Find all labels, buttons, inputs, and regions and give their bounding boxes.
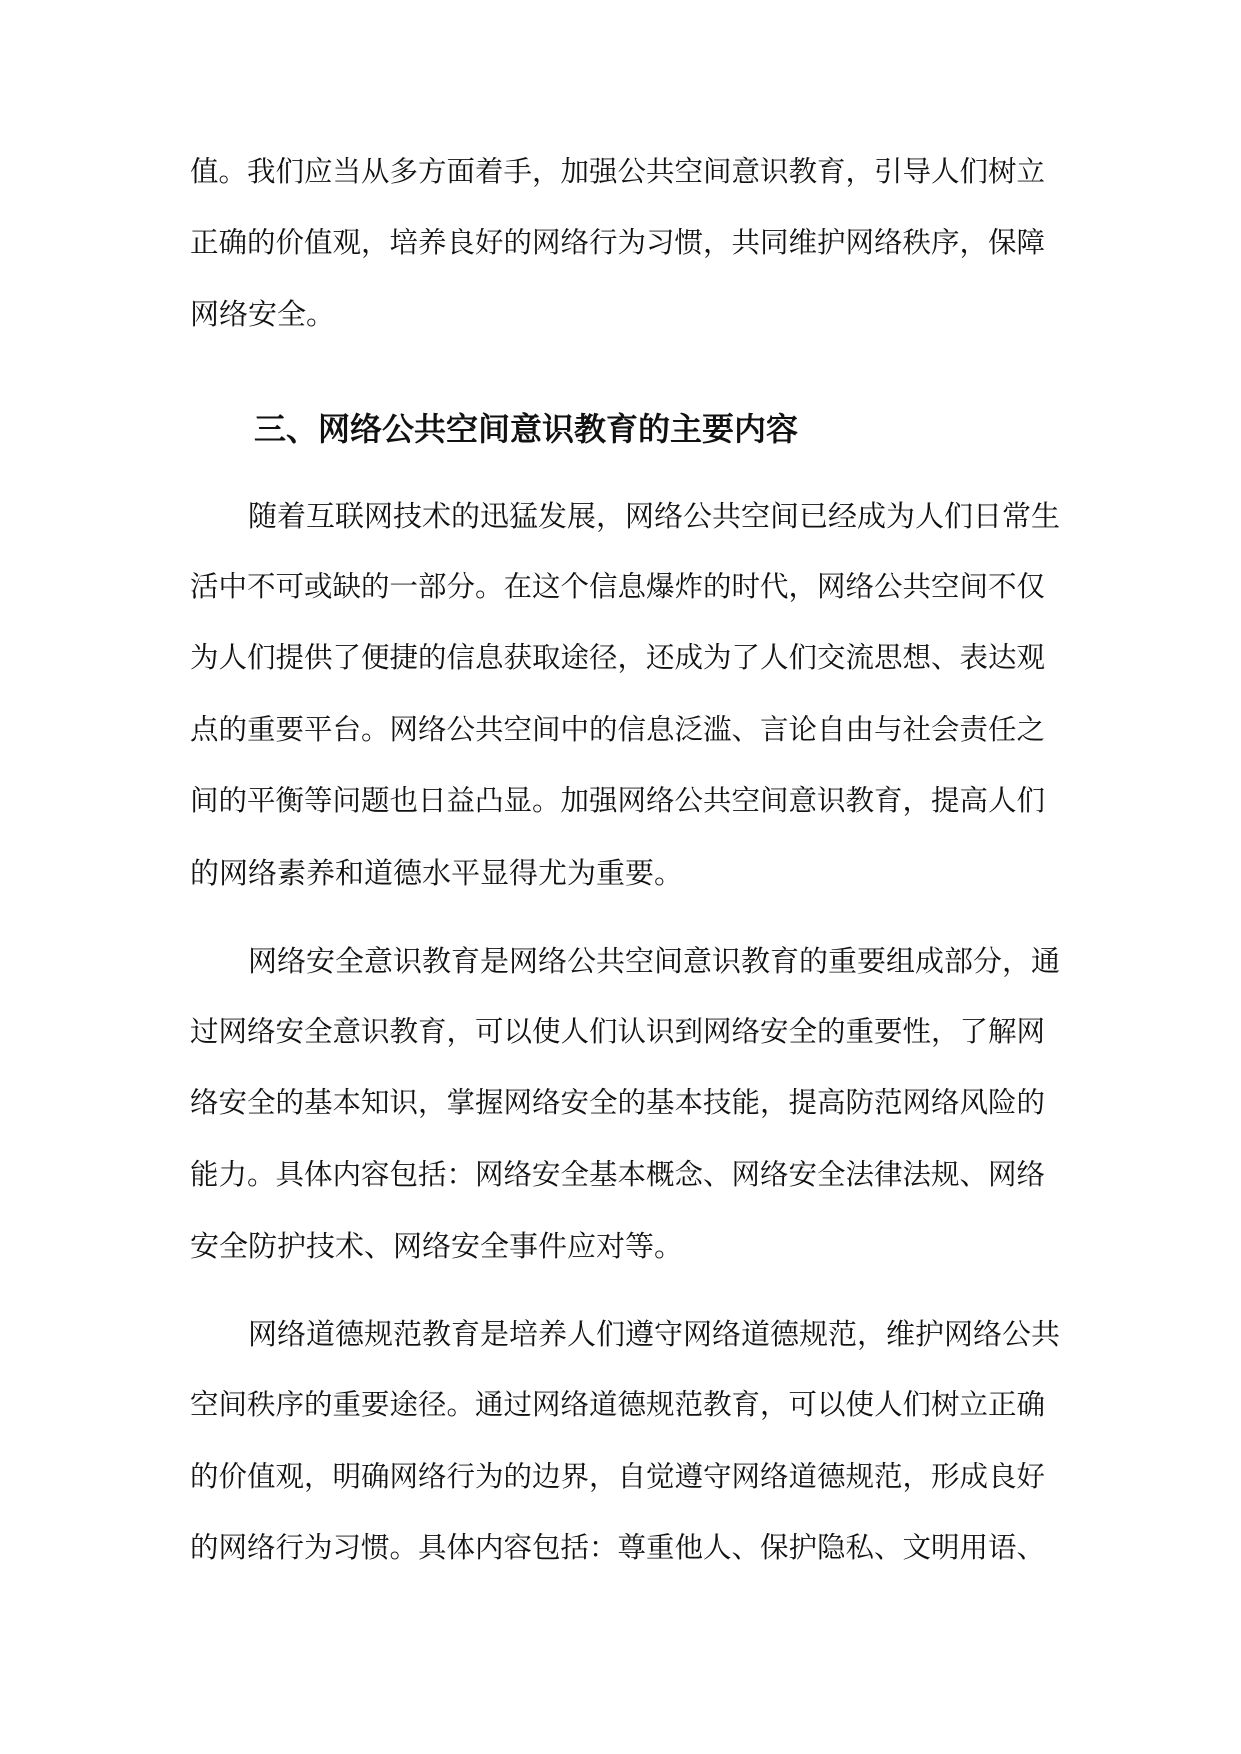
text-line: 间的平衡等问题也日益凸显。加强网络公共空间意识教育，提高人们: [190, 784, 1046, 817]
text-line: 点的重要平台。网络公共空间中的信息泛滥、言论自由与社会责任之: [190, 713, 1046, 746]
text-line: 的价值观，明确网络行为的边界，自觉遵守网络道德规范，形成良好: [190, 1460, 1046, 1493]
text-line: 过网络安全意识教育，可以使人们认识到网络安全的重要性，了解网: [190, 1015, 1046, 1048]
text-line: 安全防护技术、网络安全事件应对等。: [190, 1229, 684, 1263]
text-line: 的网络素养和道德水平显得尤为重要。: [190, 856, 684, 890]
text-line: 空间秩序的重要途径。通过网络道德规范教育，可以使人们树立正确: [190, 1388, 1046, 1421]
text-line: 活中不可或缺的一部分。在这个信息爆炸的时代，网络公共空间不仅: [190, 570, 1046, 603]
text-line: 随着互联网技术的迅猛发展，网络公共空间已经成为人们日常生: [248, 499, 1061, 533]
section-heading: 三、网络公共空间意识教育的主要内容: [254, 410, 799, 448]
text-line: 正确的价值观，培养良好的网络行为习惯，共同维护网络秩序，保障: [190, 226, 1046, 259]
text-line: 能力。具体内容包括：网络安全基本概念、网络安全法律法规、网络: [190, 1158, 1046, 1191]
text-line: 为人们提供了便捷的信息获取途径，还成为了人们交流思想、表达观: [190, 641, 1046, 674]
text-line: 网络安全意识教育是网络公共空间意识教育的重要组成部分，通: [248, 944, 1061, 978]
text-line: 值。我们应当从多方面着手，加强公共空间意识教育，引导人们树立: [190, 155, 1046, 188]
text-line: 网络道德规范教育是培养人们遵守网络道德规范，维护网络公共: [248, 1317, 1061, 1351]
text-line: 的网络行为习惯。具体内容包括：尊重他人、保护隐私、文明用语、: [190, 1531, 1046, 1564]
text-line: 网络安全。: [190, 297, 336, 331]
text-line: 络安全的基本知识，掌握网络安全的基本技能，提高防范网络风险的: [190, 1086, 1046, 1119]
